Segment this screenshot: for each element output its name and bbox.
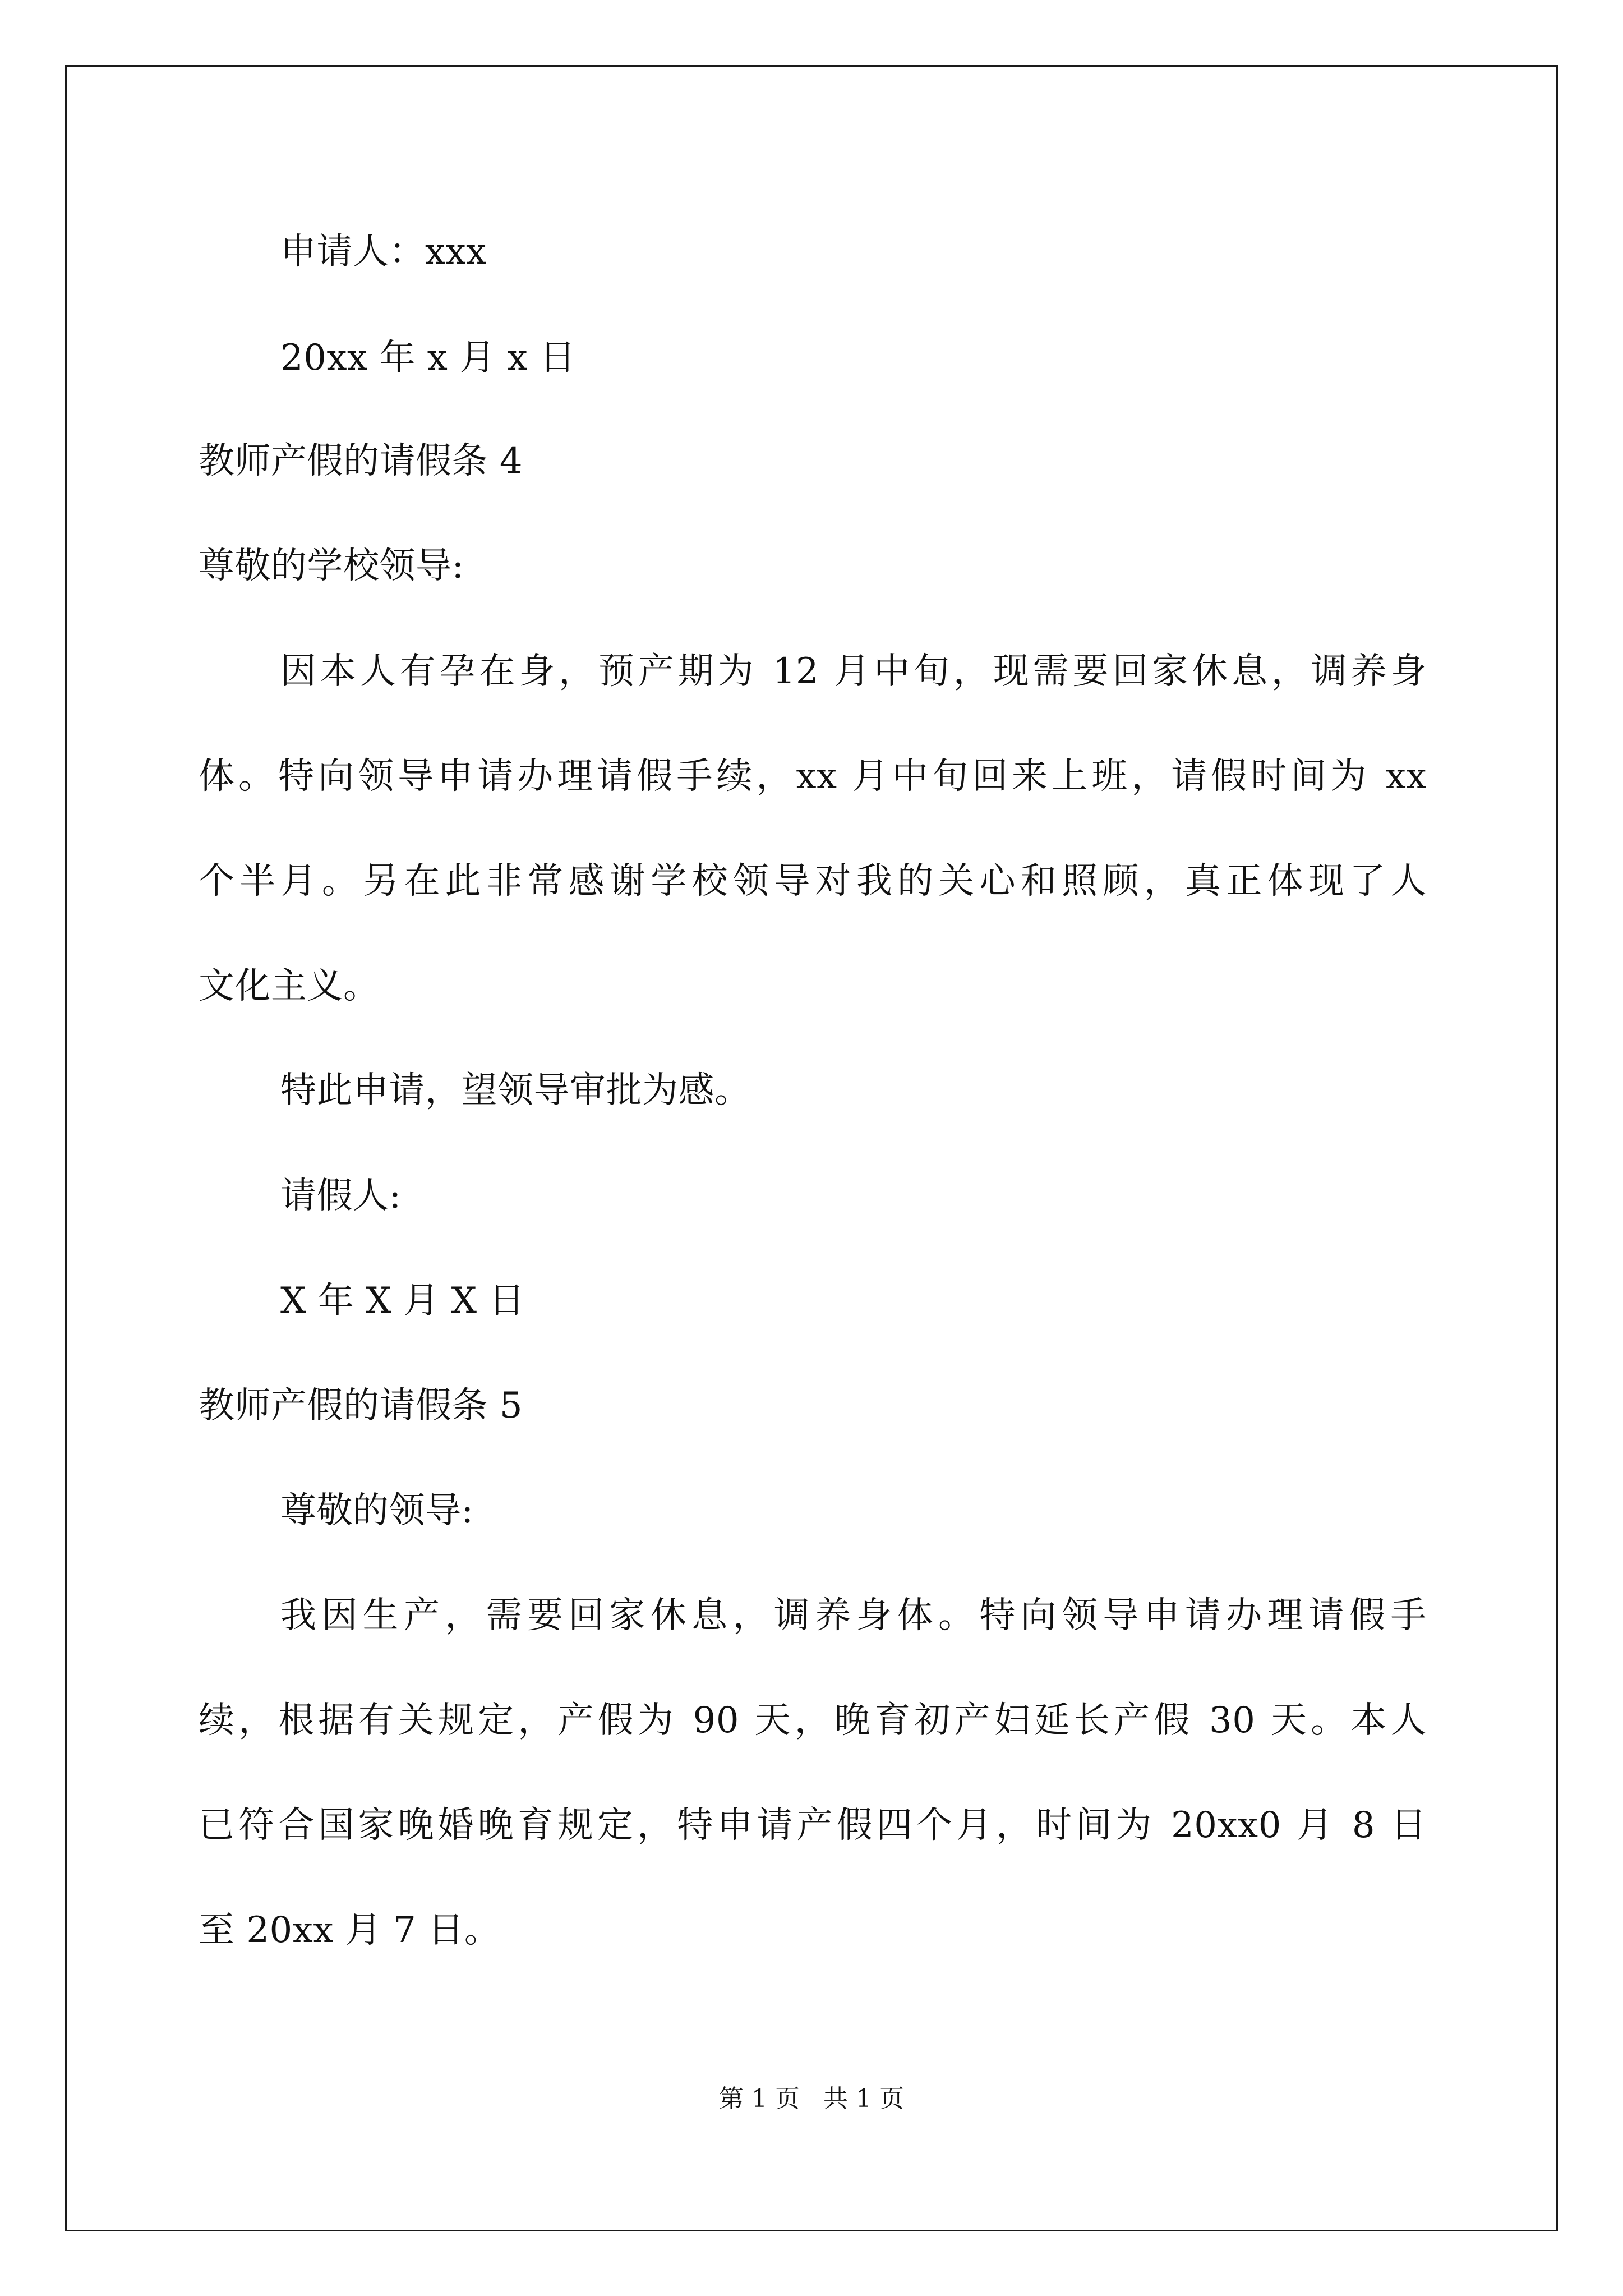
applicant-signature: 申请人：xxx <box>280 231 487 273</box>
section-title-4: 教师产假的请假条 4 <box>199 440 523 482</box>
signature-date: 20xx 年 x 月 x 日 <box>280 337 576 379</box>
request-closing: 特此申请，望领导审批为感。 <box>280 1070 751 1111</box>
paragraph-line: 文化主义。 <box>199 965 380 1007</box>
section-title-5: 教师产假的请假条 5 <box>199 1385 523 1427</box>
paragraph-line: 因本人有孕在身，预产期为 12 月中旬，现需要回家休息，调养身 <box>280 651 1427 692</box>
paragraph-line: 至 20xx 月 7 日。 <box>199 1910 501 1951</box>
salutation-leader: 尊敬的领导: <box>280 1490 474 1531</box>
paragraph-line: 已符合国家晚婚晚育规定，特申请产假四个月，时间为 20xx0 月 8 日 <box>199 1805 1427 1846</box>
page-footer: 第 1 页 共 1 页 <box>719 2085 904 2113</box>
requester-date: X 年 X 月 X 日 <box>280 1280 525 1322</box>
leave-requester: 请假人: <box>280 1175 402 1217</box>
page-border <box>65 65 1558 2231</box>
paragraph-line: 我因生产，需要回家休息，调养身体。特向领导申请办理请假手 <box>280 1595 1427 1636</box>
paragraph-line: 个半月。另在此非常感谢学校领导对我的关心和照顾，真正体现了人 <box>199 861 1427 902</box>
paragraph-line: 续，根据有关规定，产假为 90 天，晚育初产妇延长产假 30 天。本人 <box>199 1700 1427 1741</box>
salutation-school: 尊敬的学校领导: <box>199 545 464 587</box>
paragraph-line: 体。特向领导申请办理请假手续，xx 月中旬回来上班，请假时间为 xx <box>199 756 1427 797</box>
